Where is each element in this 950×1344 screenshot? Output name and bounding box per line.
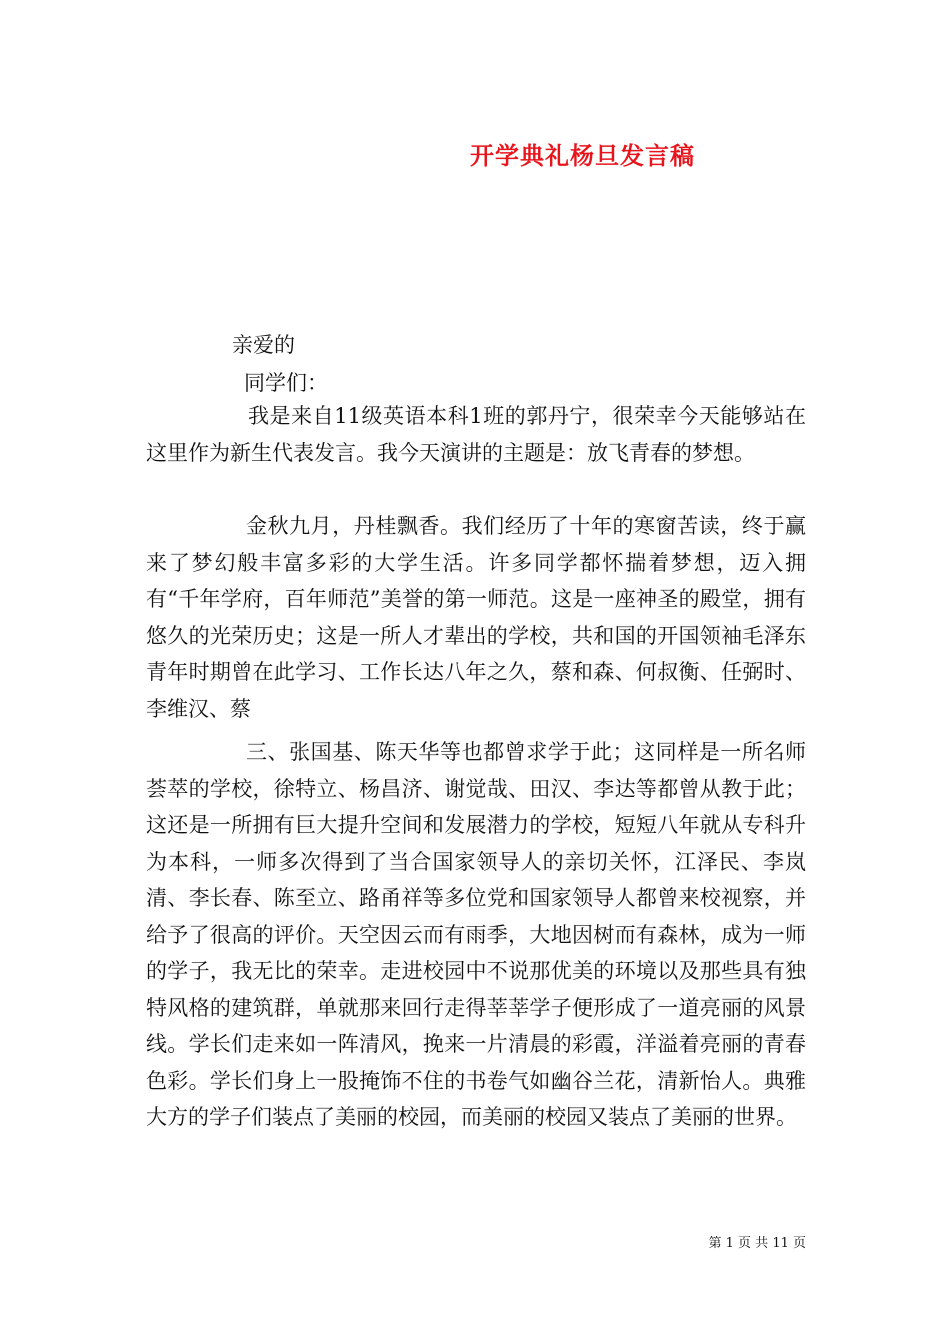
paragraph-1: 我是来自11级英语本科1班的郭丹宁，很荣幸今天能够站在这里作为新生代表发言。我今天演讲的主题是：放飞青春的梦想。 [146,404,806,465]
paragraph-2: 金秋九月，丹桂飘香。我们经历了十年的寒窗苦读，终于赢来了梦幻般丰富多彩的大学生活。许多同学都怀揣着梦想，迈入拥有“千年学府，百年师范”美誉的第一师范。这是一座神圣的殿堂，拥有悠久的光荣历史；这是一所人才辈出的学校，共和国的开国领袖毛泽东青年时期曾在此学习、工作长达八年之久，蔡和森、何叔衡、任弼时、李维汉、蔡 [146,514,806,721]
document-title: 开学典礼杨旦发言稿 [470,141,695,170]
salutation-line-2: 同学们： [244,371,328,395]
page-footer: 第 1 页 共 11 页 [708,1236,806,1251]
salutation-line-1: 亲爱的 [232,333,295,357]
paragraph-3: 三、张国基、陈天华等也都曾求学于此；这同样是一所名师荟萃的学校，徐特立、杨昌济、谢觉哉、田汉、李达等都曾从教于此；这还是一所拥有巨大提升空间和发展潜力的学校，短短八年就从专科升为本科，一师多次得到了当合国家领导人的亲切关怀，江泽民、李岚清、李长春、陈至立、路甬祥等多位党和国家领导人都曾来校视察，并给予了很高的评价。天空因云而有雨季，大地因树而有森林，成为一师的学子，我无比的荣幸。走进校园中不说那优美的环境以及那些具有独特风格的建筑群，单就那来回行走得莘莘学子便形成了一道亮丽的风景线。学长们走来如一阵清风，挽来一片清晨的彩霞，洋溢着亮丽的青春色彩。学长们身上一股掩饰不住的书卷气如幽谷兰花，清新怡人。典雅大方的学子们装点了美丽的校园，而美丽的校园又装点了美丽的世界。 [146,740,806,1129]
